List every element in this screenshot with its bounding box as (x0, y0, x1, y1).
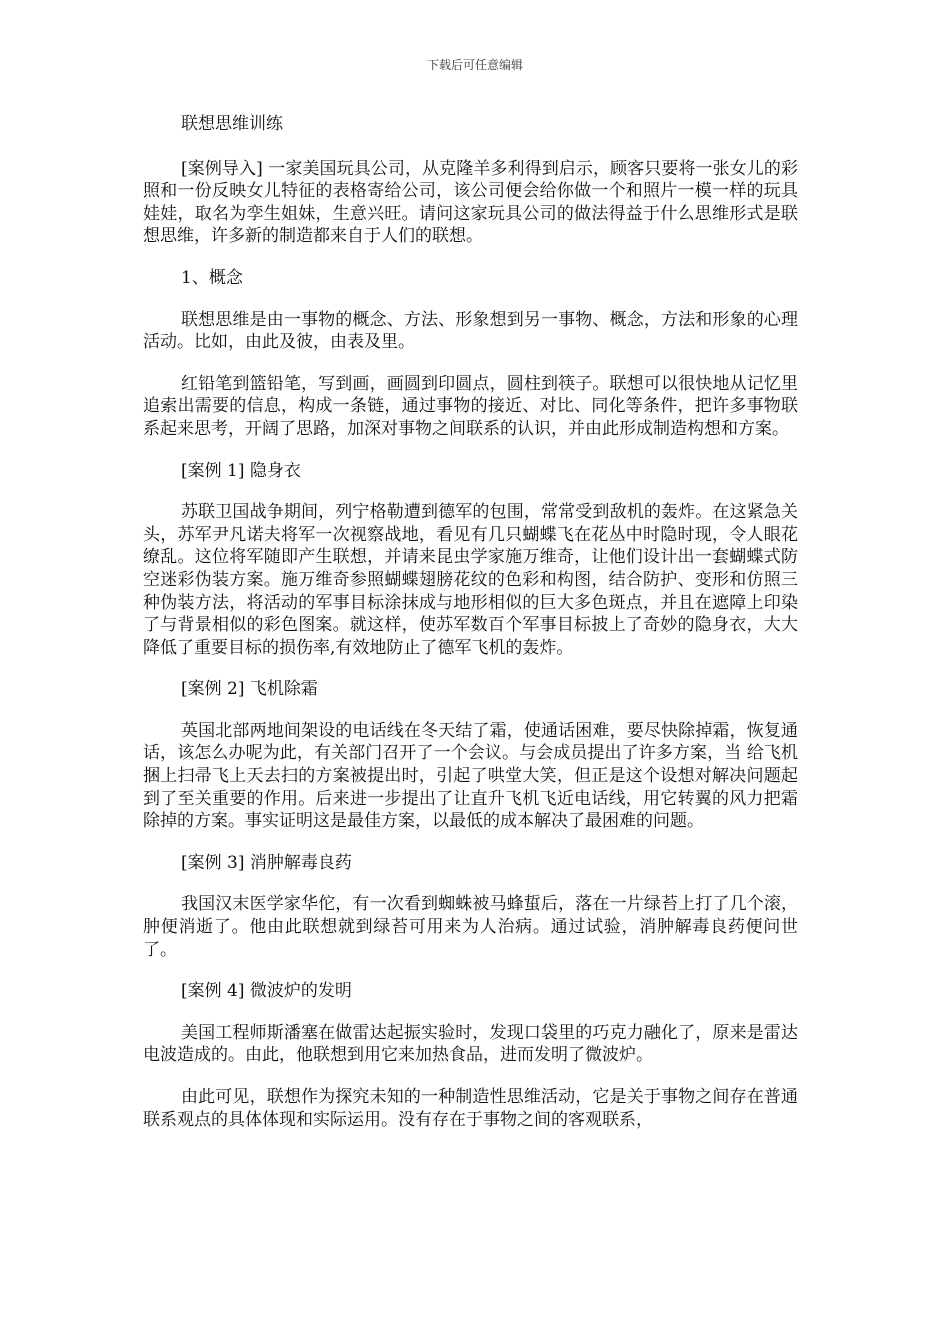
conclusion-paragraph: 由此可见，联想作为探究未知的一种制造性思维活动，它是关于事物之间存在普通联系观点的具体体现和实际运用。没有存在于事物之间的客观联系， (143, 1087, 798, 1130)
intro-paragraph: [案例导入] 一家美国玩具公司，从克隆羊多利得到启示，顾客只要将一张女儿的彩照和一份反映女儿特征的表格寄给公司，该公司便会给你做一个和照片一模一样的玩具娃娃，取名为孪生姐妹，生意兴旺。请问这家玩具公司的做法得益于什么思维形式是联想思维，许多新的制造都来自于人们的联想。 (143, 158, 798, 247)
concept-paragraph-1: 联想思维是由一事物的概念、方法、形象想到另一事物、概念，方法和形象的心理活动。比如，由此及彼，由表及里。 (143, 309, 798, 353)
header-note: 下载后可任意编辑 (426, 58, 523, 72)
case4-paragraph: 美国工程师斯潘塞在做雷达起振实验时，发现口袋里的巧克力融化了，原来是雷达电波造成的。由此，他联想到用它来加热食品，进而发明了微波炉。 (143, 1022, 798, 1066)
document-body (143, 113, 798, 1150)
case1-paragraph: 苏联卫国战争期间，列宁格勒遭到德军的包围，常常受到敌机的轰炸。在这紧急关头，苏军尹凡诺夫将军一次视察战地，看见有几只蝴蝶飞在花丛中时隐时现，令人眼花缭乱。这位将军随即产生联想，并请来昆虫学家施万维奇，让他们设计出一套蝴蝶式防空迷彩伪装方案。施万维奇参照蝴蝶翅膀花纹的色彩和构图，结合防护、变形和仿照三种伪装方法，将活动的军事目标涂抹成与地形相似的巨大多色斑点，并且在遮障上印染了与背景相似的彩色图案。就这样，使苏军数百个军事目标披上了奇妙的隐身衣，大大降低了重要目标的损伤率,有效地防止了德军飞机的轰炸。 (143, 502, 798, 658)
case2-paragraph: 英国北部两地间架设的电话线在冬天结了霜，使通话困难，要尽快除掉霜，恢复通话，该怎么办呢为此，有关部门召开了一个会议。与会成员提出了许多方案，当 给飞机捆上扫帚飞上天去扫的方案被提出时，引起了哄堂大笑，但正是这个设想对解决问题起到了至关重要的作用。后来进一步提出了让直升飞机飞近电话线，用它转翼的风力把霜除掉的方案。事实证明这是最佳方案，以最低的成本解决了最困难的问题。 (143, 720, 798, 832)
concept-paragraph-2: 红铅笔到篮铅笔，写到画，画圆到印圆点，圆柱到筷子。联想可以很快地从记忆里追索出需要的信息，构成一条链，通过事物的接近、对比、同化等条件，把许多事物联系起来思考，开阔了思路，加深对事物之间联系的认识，并由此形成制造构想和方案。 (143, 373, 798, 439)
case3-paragraph: 我国汉末医学家华佗，有一次看到蜘蛛被马蜂蜇后，落在一片绿苔上打了几个滚，肿便消逝了。他由此联想就到绿苔可用来为人治病。通过试验，消肿解毒良药便问世了。 (143, 894, 798, 960)
case2-heading: [案例 2] 飞机除霜 (181, 679, 318, 700)
case3-heading: [案例 3] 消肿解毒良药 (181, 852, 352, 873)
concept-heading: 1、概念 (181, 267, 243, 288)
case1-heading: [案例 1] 隐身衣 (181, 460, 301, 481)
case4-heading: [案例 4] 微波炉的发明 (181, 981, 352, 1002)
document-title: 联想思维训练 (181, 114, 283, 134)
